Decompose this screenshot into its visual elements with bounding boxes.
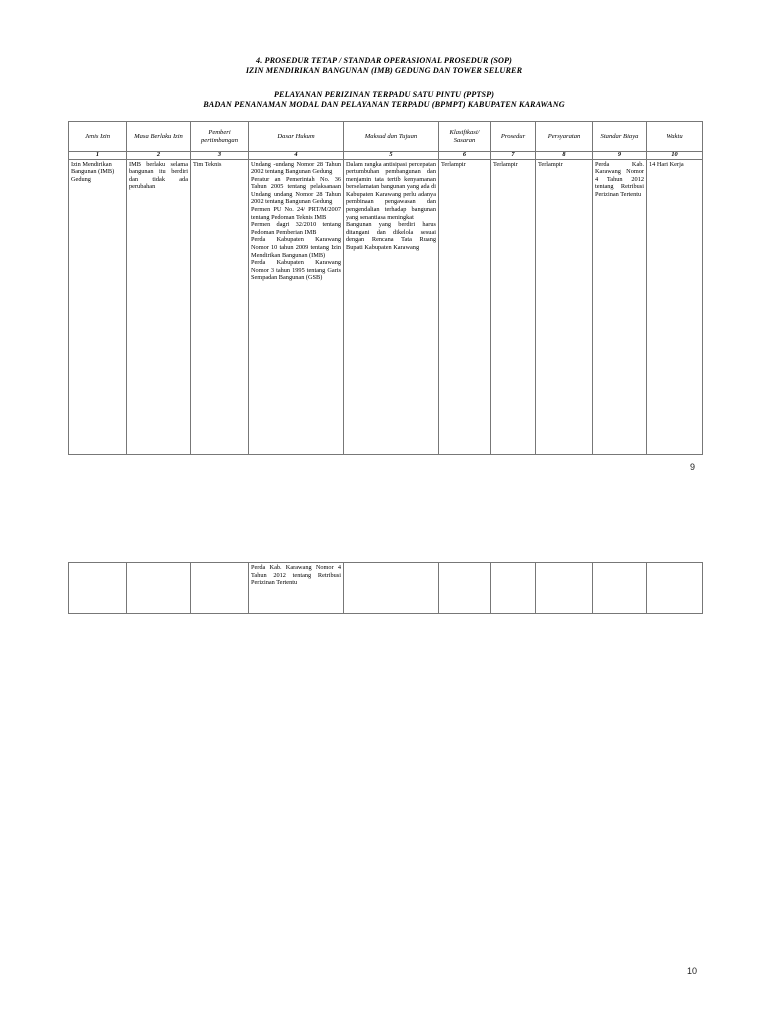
cell-waktu: 14 Hari Kerja [647,159,703,454]
maksud-item: Bangunan yang berdiri harus ditangani dan dikelola sesuai dengan Rencana Tata Ruang Bupati Kabupaten Karawang [346,221,436,252]
doc-title-line-1: 4. PROSEDUR TETAP / STANDAR OPERASIONAL PROSEDUR (SOP) [256,56,512,65]
column-number-row [69,152,703,160]
col-num: 10 [647,152,703,160]
col-num: 3 [191,152,249,160]
col-num: 1 [69,152,127,160]
cell-empty [191,563,249,614]
dasar-hukum-item: Undang -undang Nomor 28 Tahun 2002 tentang Bangunan Gedung [251,160,341,176]
sop-table-continued [68,562,703,614]
dasar-hukum-item: Perda Kabupaten Karawang Nomor 10 tahun 2009 tentang Izin Mendirikan Bangunan (IMB) [251,236,341,259]
dasar-hukum-item: Perda Kabupaten Karawang Nomor 3 tahun 1995 tentang Garis Sempadan Bangunan (GSB) [251,259,341,282]
cell-empty [536,563,593,614]
header-row [69,122,703,152]
cell-persyaratan: Terlampir [536,159,593,454]
col-num: 2 [127,152,191,160]
cell-empty [439,563,491,614]
dasar-hukum-item: Permen PU No. 24/ PRT/M/2007 tentang Pedoman Teknis IMB [251,206,341,221]
header-standar-biaya: Standar Biaya [593,122,647,152]
cell-empty [491,563,536,614]
cell-empty [593,563,647,614]
header-waktu: Waktu [647,122,703,152]
cell-klasifikasi: Terlampir [439,159,491,454]
cell-maksud-tujuan [344,159,439,454]
cell-dasar-hukum [249,159,344,454]
cell-pemberi: Tim Teknis [191,159,249,454]
table-row [69,563,703,614]
doc-title-line-2: IZIN MENDIRIKAN BANGUNAN (IMB) GEDUNG DAN TOWER SELURER [245,66,523,75]
cell-empty [647,563,703,614]
dasar-hukum-item: Peratur an Pemerintah No. 36 Tahun 2005 tentang pelaksanaan Undang undang Nomor 28 Tahun 2002 tentang Bangunan Gedung [251,175,341,206]
page-number: 9 [690,462,696,472]
header-klasifikasi: Klasifikasi/ Sasaran [439,122,491,152]
dasar-hukum-item: Permen dagri 32/2010 tentang Pedoman Pemberian IMB [251,221,341,236]
cell-jenis-izin: Izin Mendirikan Bangunan (IMB) Gedung [69,159,127,454]
header-prosedur: Prosedur [491,122,536,152]
header-persyaratan: Persyaratan [536,122,593,152]
col-num: 8 [536,152,593,160]
sop-table [68,121,703,455]
doc-title-line-4: BADAN PENANAMAN MODAL DAN PELAYANAN TERPADU (BPMPT) KABUPATEN KARAWANG [203,100,565,109]
header-masa-berlaku: Masa Berlaku Izin [127,122,191,152]
col-num: 5 [344,152,439,160]
table-row [69,159,703,454]
maksud-item: Dalam rangka antisipasi percepatan pertumbuhan pembangunan dan menjamin tata tertib kenyamanan berselamatan bangunan yang ada di Kabupaten Karawang perlu adanya pembinaan pengawasan dan pengendalian terhadap bangunan yang senantiasa meningkat [346,160,436,221]
col-num: 9 [593,152,647,160]
cell-dasar-hukum: Perda Kab. Karawang Nomor 4 Tahun 2012 tentang Retribusi Perizinan Tertentu [249,563,344,614]
header-jenis-izin: Jenis Izin [69,122,127,152]
cell-standar-biaya: Perda Kab. Karawang Nomor 4 Tahun 2012 tentang Retribusi Perizinan Tertentu [593,159,647,454]
cell-empty [127,563,191,614]
header-pemberi: Pemberi pertimbangan [191,122,249,152]
header-maksud-tujuan: Maksud dan Tujuan [344,122,439,152]
col-num: 4 [249,152,344,160]
cell-masa-berlaku: IMB berlaku selama bangunan itu berdiri dan tidak ada perubahan [127,159,191,454]
col-num: 6 [439,152,491,160]
doc-title-line-3: PELAYANAN PERIZINAN TERPADU SATU PINTU (PPTSP) [273,90,495,99]
page-number: 10 [687,966,698,976]
cell-empty [69,563,127,614]
cell-prosedur: Terlampir [491,159,536,454]
col-num: 7 [491,152,536,160]
cell-empty [344,563,439,614]
header-dasar-hukum: Dasar Hukum [249,122,344,152]
